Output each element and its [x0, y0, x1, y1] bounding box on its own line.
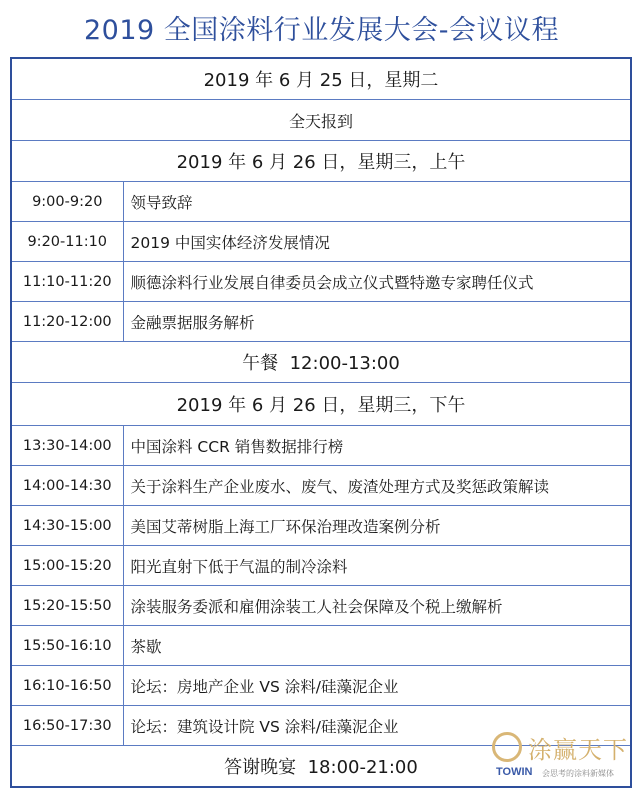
day2-afternoon-date: 2019 年 6 月 26 日，星期三，下午: [11, 383, 631, 426]
session-time: 9:00-9:20: [11, 182, 123, 222]
watermark-brand: TOWIN: [496, 766, 533, 778]
session-time: 11:20-12:00: [11, 302, 123, 342]
table-row: [11, 586, 631, 626]
table-row: [11, 182, 631, 222]
day1-note: 全天报到: [11, 100, 631, 141]
table-row: [11, 426, 631, 466]
table-row: [11, 626, 631, 666]
day1-note-row: [11, 100, 631, 141]
table-row: [11, 506, 631, 546]
session-topic: 金融票据服务解析: [123, 302, 631, 342]
table-row: [11, 546, 631, 586]
table-row: [11, 222, 631, 262]
session-topic: 顺德涂料行业发展自律委员会成立仪式暨特邀专家聘任仪式: [123, 262, 631, 302]
watermark-logo: [490, 730, 640, 782]
watermark-sub: 会思考的涂料新媒体: [542, 769, 614, 778]
session-time: 13:30-14:00: [11, 426, 123, 466]
dinner-label: 答谢晚宴 18:00-21:00: [11, 746, 631, 788]
logo-circle-icon: [492, 732, 522, 762]
page-title: 2019 全国涂料行业发展大会-会议议程: [83, 15, 560, 46]
day1-date-row: [11, 58, 631, 100]
session-time: 15:00-15:20: [11, 546, 123, 586]
day2-afternoon-date-row: [11, 383, 631, 426]
day2-morning-date-row: [11, 141, 631, 182]
session-time: 14:30-15:00: [11, 506, 123, 546]
table-row: [11, 466, 631, 506]
day2-morning-date: 2019 年 6 月 26 日，星期三，上午: [11, 141, 631, 182]
watermark-text: 涂赢天下: [528, 736, 628, 764]
agenda-table: [10, 57, 632, 788]
session-time: 15:20-15:50: [11, 586, 123, 626]
session-time: 16:50-17:30: [11, 706, 123, 746]
session-topic: 论坛：建筑设计院 VS 涂料/硅藻泥企业: [123, 706, 631, 746]
session-time: 14:00-14:30: [11, 466, 123, 506]
session-topic: 论坛：房地产企业 VS 涂料/硅藻泥企业: [123, 666, 631, 706]
session-topic: 中国涂料 CCR 销售数据排行榜: [123, 426, 631, 466]
session-topic: 领导致辞: [123, 182, 631, 222]
session-time: 16:10-16:50: [11, 666, 123, 706]
session-topic: 2019 中国实体经济发展情况: [123, 222, 631, 262]
session-topic: 关于涂料生产企业废水、废气、废渣处理方式及奖惩政策解读: [123, 466, 631, 506]
table-row: [11, 262, 631, 302]
session-topic: 阳光直射下低于气温的制冷涂料: [123, 546, 631, 586]
session-time: 11:10-11:20: [11, 262, 123, 302]
day1-date: 2019 年 6 月 25 日，星期二: [11, 58, 631, 100]
session-topic: 茶歇: [123, 626, 631, 666]
session-topic: 美国艾蒂树脂上海工厂环保治理改造案例分析: [123, 506, 631, 546]
lunch-label: 午餐 12:00-13:00: [11, 342, 631, 383]
table-row: [11, 666, 631, 706]
session-time: 15:50-16:10: [11, 626, 123, 666]
session-time: 9:20-11:10: [11, 222, 123, 262]
session-topic: 涂装服务委派和雇佣涂装工人社会保障及个税上缴解析: [123, 586, 631, 626]
lunch-row: [11, 342, 631, 383]
table-row: [11, 302, 631, 342]
